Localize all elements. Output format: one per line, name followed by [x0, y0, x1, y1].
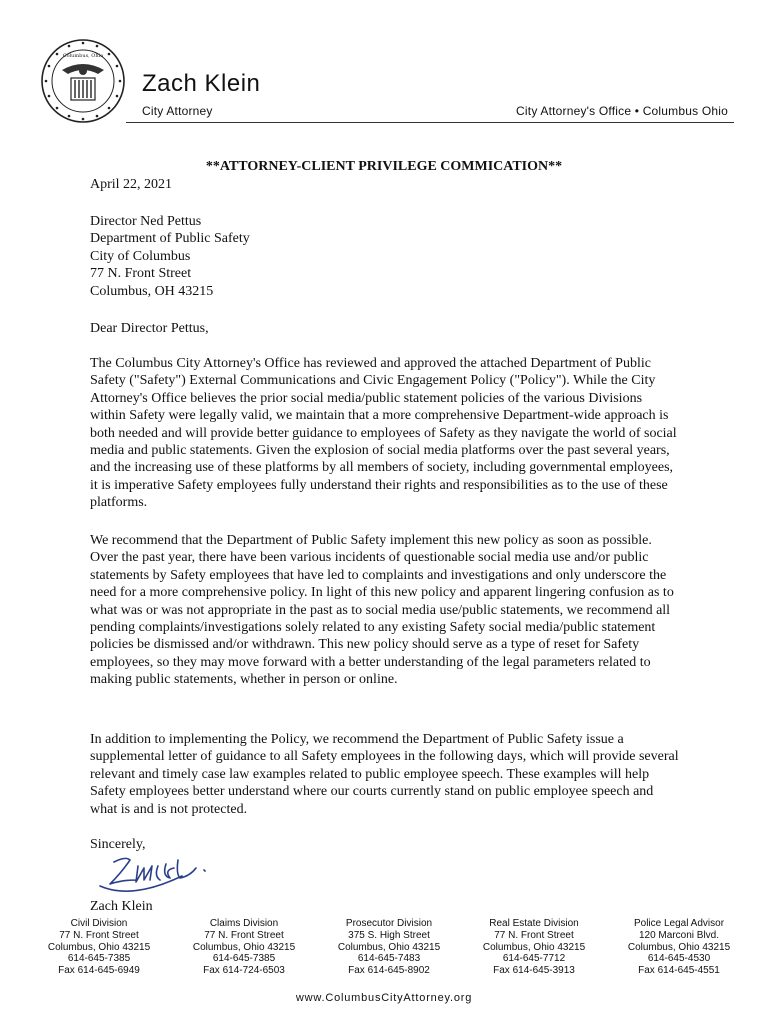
- footer-column: [324, 918, 454, 977]
- salutation: Dear Director Pettus,: [90, 321, 209, 336]
- footer-column: [179, 918, 309, 977]
- division-name: Civil Division: [70, 918, 128, 929]
- signer-name: Zach Klein: [90, 899, 153, 914]
- office-name: City Attorney's Office • Columbus Ohio: [516, 104, 728, 118]
- body-paragraph: The Columbus City Attorney's Office has reviewed and approved the attached Department of Public Safety ("Safety") External Communications and Civic Engagement Policy ("Policy"). While the City Attorney's Office believes the prior social media/public statement policies of the various Divisions within Safety were legally valid, we maintain that a more comprehensive Department-wide approach is both needed and will provide better guidance to employees of Safety as they navigate the world of social media and public statements. Given the explosion of social media platforms over the past several years, and the increasing use of these platforms by all members of society, including governmental employees, it is imperative Safety employees fully understand their rights and responsibilities as to the use of these platforms.: [90, 356, 677, 511]
- division-phone: 614-645-7712: [502, 953, 566, 965]
- letterhead-divider: [126, 122, 734, 123]
- footer-column: [614, 918, 744, 977]
- division-fax: Fax 614-724-6503: [203, 965, 285, 977]
- division-phone: 614-645-7385: [212, 953, 276, 965]
- website-link[interactable]: www.ColumbusCityAttorney.org: [295, 992, 473, 1004]
- attorney-title: City Attorney: [142, 104, 213, 118]
- recipient-line: Director Ned Pettus: [90, 214, 202, 229]
- recipient-line: Department of Public Safety: [90, 231, 250, 247]
- body-paragraph: In addition to implementing the Policy, we recommend the Department of Public Safety issue a supplemental letter of guidance to all Safety employees in the following days, which will provide several relevant and timely case law examples related to public employee speech. These examples will help Safety employees better understand where our courts currently stand on public employee speech and what is and is not protected.: [90, 732, 679, 817]
- division-name: Police Legal Advisor: [633, 918, 725, 929]
- city-seal-icon: [40, 38, 126, 124]
- division-address: 77 N. Front Street: [59, 929, 139, 941]
- division-address: 120 Marconi Blvd.: [638, 929, 720, 941]
- division-phone: 614-645-4530: [647, 953, 711, 965]
- recipient-address: [90, 213, 250, 300]
- division-city: Columbus, Ohio 43215: [627, 941, 731, 953]
- attorney-name: Zach Klein: [142, 70, 261, 97]
- seal-text: Columbus, Ohio: [62, 53, 104, 59]
- division-fax: Fax 614-645-4551: [638, 965, 720, 977]
- recipient-line: City of Columbus: [90, 248, 191, 264]
- division-phone: 614-645-7385: [67, 953, 131, 965]
- division-city: Columbus, Ohio 43215: [482, 941, 586, 953]
- division-name: Claims Division: [209, 918, 279, 929]
- body-paragraph: We recommend that the Department of Public Safety implement this new policy as soon as possible. Over the past year, there have been various incidents of questionable social media use and/or public statements by Safety employees that have led to complaints and investigations and only underscore the need for a more comprehensive policy. In light of this new policy and apparent lingering confusion as to what was or was not appropriate in the past as to social media use/public statements, we recommend all pending complaints/investigations solely related to any existing Safety social media/public statement policies be dismissed and/or withdrawn. This new policy should serve as a type of reset for Safety employees, so they may move forward with a better understanding of the legal parameters related to making public statements, whether in person or online.: [90, 533, 674, 688]
- division-address: 375 S. High Street: [348, 929, 430, 941]
- division-city: Columbus, Ohio 43215: [47, 941, 151, 953]
- letter-date: April 22, 2021: [90, 177, 173, 192]
- division-city: Columbus, Ohio 43215: [192, 941, 296, 953]
- privilege-heading: **ATTORNEY-CLIENT PRIVILEGE COMMICATION**: [205, 159, 563, 174]
- signature-icon: [92, 850, 242, 900]
- division-name: Prosecutor Division: [345, 918, 433, 929]
- division-address: 77 N. Front Street: [204, 929, 284, 941]
- division-name: Real Estate Division: [489, 918, 579, 929]
- recipient-line: Columbus, OH 43215: [90, 283, 214, 299]
- division-address: 77 N. Front Street: [494, 929, 574, 941]
- footer-divisions: [34, 918, 744, 977]
- division-fax: Fax 614-645-3913: [493, 965, 575, 977]
- footer-column: [469, 918, 599, 977]
- division-phone: 614-645-7483: [357, 953, 421, 965]
- division-fax: Fax 614-645-6949: [58, 965, 140, 977]
- division-fax: Fax 614-645-8902: [348, 965, 430, 977]
- closing: Sincerely,: [90, 837, 146, 852]
- footer-column: [34, 918, 164, 977]
- division-city: Columbus, Ohio 43215: [337, 941, 441, 953]
- recipient-line: 77 N. Front Street: [90, 266, 192, 282]
